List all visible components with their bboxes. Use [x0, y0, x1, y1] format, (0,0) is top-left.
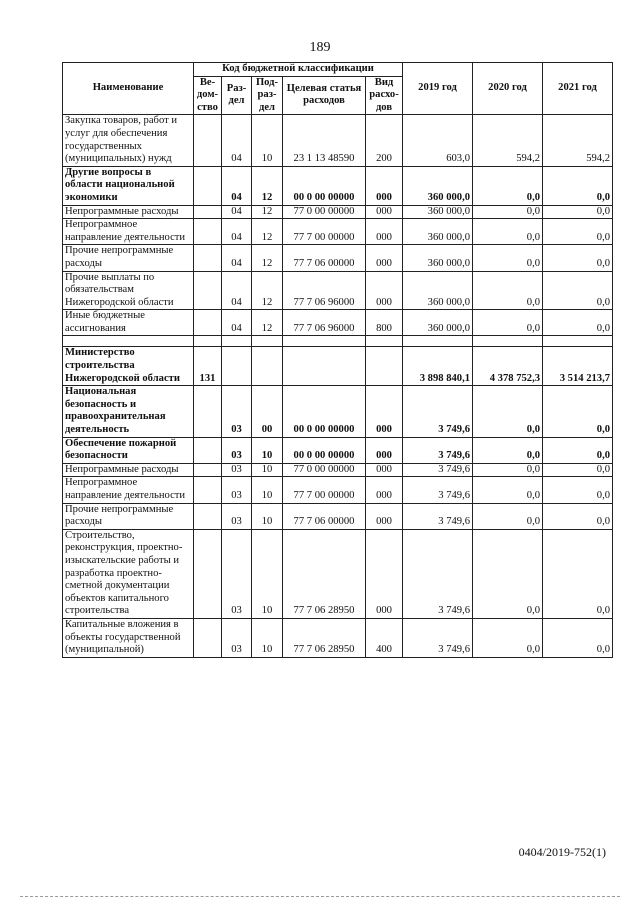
cell-celevaya-statya: 77 7 06 96000: [283, 310, 366, 336]
cell-vid-rashodov: 000: [366, 271, 403, 310]
cell-2021: 0,0: [543, 166, 613, 205]
cell-2020: 0,0: [473, 245, 543, 271]
table-row: [63, 347, 613, 386]
cell-2019: 3 898 840,1: [403, 347, 473, 386]
scan-edge-line: [20, 896, 620, 897]
cell-razdel: 04: [222, 166, 252, 205]
cell-podrazdel: 12: [252, 271, 283, 310]
cell-podrazdel: 12: [252, 219, 283, 245]
cell-vid-rashodov: 000: [366, 386, 403, 437]
cell-celevaya-statya: [283, 347, 366, 386]
cell-razdel: 03: [222, 477, 252, 503]
cell-name-empty: [63, 336, 194, 347]
cell-2019: 3 749,6: [403, 529, 473, 618]
cell-celevaya-statya-empty: [283, 336, 366, 347]
cell-name: Капитальные вложения в объекты государственной (муниципальной): [63, 618, 194, 657]
cell-razdel: 04: [222, 205, 252, 219]
table-row: [63, 386, 613, 437]
cell-podrazdel: [252, 347, 283, 386]
cell-celevaya-statya: 00 0 00 00000: [283, 437, 366, 463]
cell-2020: 0,0: [473, 205, 543, 219]
cell-2020: 0,0: [473, 386, 543, 437]
table-row: [63, 529, 613, 618]
cell-razdel: 04: [222, 271, 252, 310]
cell-2020: 0,0: [473, 503, 543, 529]
cell-2021: 0,0: [543, 310, 613, 336]
page-number: 189: [309, 40, 331, 55]
cell-celevaya-statya: 77 7 06 00000: [283, 503, 366, 529]
cell-2021: 594,2: [543, 115, 613, 166]
table-row: [63, 115, 613, 166]
cell-2019: 360 000,0: [403, 219, 473, 245]
cell-2019: 3 749,6: [403, 503, 473, 529]
table-row: [63, 271, 613, 310]
cell-2019: 360 000,0: [403, 271, 473, 310]
header-celevaya-statya: Целевая статья расходов: [283, 76, 366, 115]
cell-celevaya-statya: 77 7 06 96000: [283, 271, 366, 310]
cell-2020: 0,0: [473, 166, 543, 205]
cell-podrazdel: 10: [252, 503, 283, 529]
cell-2021: 0,0: [543, 245, 613, 271]
cell-razdel-empty: [222, 336, 252, 347]
cell-celevaya-statya: 77 7 06 28950: [283, 529, 366, 618]
cell-vedomstvo: [194, 529, 222, 618]
cell-2019: 3 749,6: [403, 463, 473, 477]
cell-2019: 3 749,6: [403, 477, 473, 503]
cell-podrazdel: 10: [252, 463, 283, 477]
cell-razdel: 03: [222, 503, 252, 529]
cell-name: Прочие выплаты по обязательствам Нижегородской области: [63, 271, 194, 310]
cell-vedomstvo: [194, 618, 222, 657]
table-row: [63, 245, 613, 271]
cell-vedomstvo: [194, 166, 222, 205]
cell-celevaya-statya: 77 0 00 00000: [283, 205, 366, 219]
cell-podrazdel: 10: [252, 477, 283, 503]
cell-celevaya-statya: 00 0 00 00000: [283, 386, 366, 437]
cell-podrazdel: 12: [252, 166, 283, 205]
document-code: 0404/2019-752(1): [518, 845, 606, 859]
cell-2021: 0,0: [543, 386, 613, 437]
cell-celevaya-statya: 77 7 06 28950: [283, 618, 366, 657]
cell-vedomstvo: [194, 386, 222, 437]
cell-podrazdel: 10: [252, 529, 283, 618]
cell-vedomstvo: [194, 245, 222, 271]
cell-2020: 0,0: [473, 219, 543, 245]
cell-2019: 3 749,6: [403, 618, 473, 657]
cell-vedomstvo: [194, 437, 222, 463]
table-row: [63, 310, 613, 336]
cell-2020: 594,2: [473, 115, 543, 166]
cell-podrazdel: 12: [252, 310, 283, 336]
cell-2019: 3 749,6: [403, 437, 473, 463]
cell-2020: 0,0: [473, 437, 543, 463]
cell-2019: 3 749,6: [403, 386, 473, 437]
cell-2021: 3 514 213,7: [543, 347, 613, 386]
table-row: [63, 336, 613, 347]
table-row: [63, 618, 613, 657]
cell-name: Обеспечение пожарной безопасности: [63, 437, 194, 463]
cell-celevaya-statya: 77 7 00 00000: [283, 219, 366, 245]
cell-2021: 0,0: [543, 271, 613, 310]
cell-name: Национальная безопасность и правоохранительная деятельность: [63, 386, 194, 437]
cell-2021: 0,0: [543, 205, 613, 219]
cell-razdel: 03: [222, 618, 252, 657]
cell-2019: 360 000,0: [403, 310, 473, 336]
cell-vid-rashodov: 200: [366, 115, 403, 166]
cell-vedomstvo: [194, 115, 222, 166]
table-row: [63, 205, 613, 219]
cell-vedomstvo: [194, 477, 222, 503]
cell-vid-rashodov: 000: [366, 205, 403, 219]
cell-2020: 0,0: [473, 310, 543, 336]
cell-vid-rashodov: 000: [366, 503, 403, 529]
cell-2019: 360 000,0: [403, 205, 473, 219]
cell-2020-empty: [473, 336, 543, 347]
cell-podrazdel: 10: [252, 618, 283, 657]
cell-vid-rashodov: 400: [366, 618, 403, 657]
header-podrazdel: Под-раз-дел: [252, 76, 283, 115]
cell-2020: 0,0: [473, 529, 543, 618]
cell-name: Прочие непрограммные расходы: [63, 245, 194, 271]
cell-2020: 4 378 752,3: [473, 347, 543, 386]
cell-vid-rashodov: 000: [366, 477, 403, 503]
header-vid-rashodov: Вид расхо-дов: [366, 76, 403, 115]
cell-2021: 0,0: [543, 503, 613, 529]
cell-vedomstvo: [194, 219, 222, 245]
cell-vid-rashodov: 000: [366, 245, 403, 271]
header-name: Наименование: [63, 63, 194, 115]
budget-table: [62, 62, 613, 658]
cell-podrazdel: 12: [252, 205, 283, 219]
cell-celevaya-statya: 77 7 00 00000: [283, 477, 366, 503]
cell-razdel: 04: [222, 245, 252, 271]
cell-celevaya-statya: 77 7 06 00000: [283, 245, 366, 271]
table-row: [63, 437, 613, 463]
table-row: [63, 219, 613, 245]
header-razdel: Раз-дел: [222, 76, 252, 115]
header-year-2021: 2021 год: [543, 63, 613, 115]
cell-razdel: 04: [222, 115, 252, 166]
cell-razdel: 03: [222, 529, 252, 618]
cell-vedomstvo: [194, 503, 222, 529]
cell-name: Непрограммные расходы: [63, 463, 194, 477]
cell-name: Строительство, реконструкция, проектно-изыскательские работы и разработка проектно-сметной документации объектов капитального строительства: [63, 529, 194, 618]
cell-2019: 603,0: [403, 115, 473, 166]
cell-vid-rashodov: [366, 347, 403, 386]
cell-name: Министерство строительства Нижегородской области: [63, 347, 194, 386]
cell-2021: 0,0: [543, 477, 613, 503]
cell-2021: 0,0: [543, 529, 613, 618]
cell-2020: 0,0: [473, 271, 543, 310]
cell-vid-rashodov-empty: [366, 336, 403, 347]
table-row: [63, 166, 613, 205]
cell-2021: 0,0: [543, 437, 613, 463]
cell-2021: 0,0: [543, 219, 613, 245]
header-year-2020: 2020 год: [473, 63, 543, 115]
cell-2020: 0,0: [473, 477, 543, 503]
cell-vid-rashodov: 000: [366, 463, 403, 477]
cell-name: Прочие непрограммные расходы: [63, 503, 194, 529]
cell-vid-rashodov: 000: [366, 437, 403, 463]
cell-podrazdel-empty: [252, 336, 283, 347]
cell-vedomstvo: [194, 310, 222, 336]
header-classification-group: Код бюджетной классификации: [194, 63, 403, 77]
table-row: [63, 503, 613, 529]
cell-2020: 0,0: [473, 463, 543, 477]
table-row: [63, 477, 613, 503]
cell-name: Закупка товаров, работ и услуг для обеспечения государственных (муниципальных) нужд: [63, 115, 194, 166]
cell-celevaya-statya: 00 0 00 00000: [283, 166, 366, 205]
cell-podrazdel: 10: [252, 115, 283, 166]
cell-podrazdel: 12: [252, 245, 283, 271]
cell-2019: 360 000,0: [403, 166, 473, 205]
cell-razdel: 03: [222, 437, 252, 463]
cell-name: Непрограммное направление деятельности: [63, 477, 194, 503]
cell-vid-rashodov: 800: [366, 310, 403, 336]
cell-razdel: 04: [222, 219, 252, 245]
cell-name: Непрограммные расходы: [63, 205, 194, 219]
cell-2021: 0,0: [543, 463, 613, 477]
table-body: [63, 115, 613, 657]
cell-name: Иные бюджетные ассигнования: [63, 310, 194, 336]
cell-vedomstvo: 131: [194, 347, 222, 386]
header-year-2019: 2019 год: [403, 63, 473, 115]
cell-2021: 0,0: [543, 618, 613, 657]
cell-name: Другие вопросы в области национальной экономики: [63, 166, 194, 205]
header-vedomstvo: Ве-дом-ство: [194, 76, 222, 115]
cell-razdel: [222, 347, 252, 386]
cell-vid-rashodov: 000: [366, 166, 403, 205]
cell-2020: 0,0: [473, 618, 543, 657]
cell-vedomstvo: [194, 205, 222, 219]
cell-2019: 360 000,0: [403, 245, 473, 271]
cell-vedomstvo-empty: [194, 336, 222, 347]
cell-celevaya-statya: 23 1 13 48590: [283, 115, 366, 166]
cell-razdel: 03: [222, 386, 252, 437]
cell-vedomstvo: [194, 271, 222, 310]
cell-2019-empty: [403, 336, 473, 347]
table-row: [63, 463, 613, 477]
cell-podrazdel: 00: [252, 386, 283, 437]
cell-razdel: 04: [222, 310, 252, 336]
header-row-top: [63, 63, 613, 77]
cell-2021-empty: [543, 336, 613, 347]
cell-podrazdel: 10: [252, 437, 283, 463]
cell-vid-rashodov: 000: [366, 219, 403, 245]
cell-vid-rashodov: 000: [366, 529, 403, 618]
cell-vedomstvo: [194, 463, 222, 477]
cell-name: Непрограммное направление деятельности: [63, 219, 194, 245]
cell-celevaya-statya: 77 0 00 00000: [283, 463, 366, 477]
cell-razdel: 03: [222, 463, 252, 477]
